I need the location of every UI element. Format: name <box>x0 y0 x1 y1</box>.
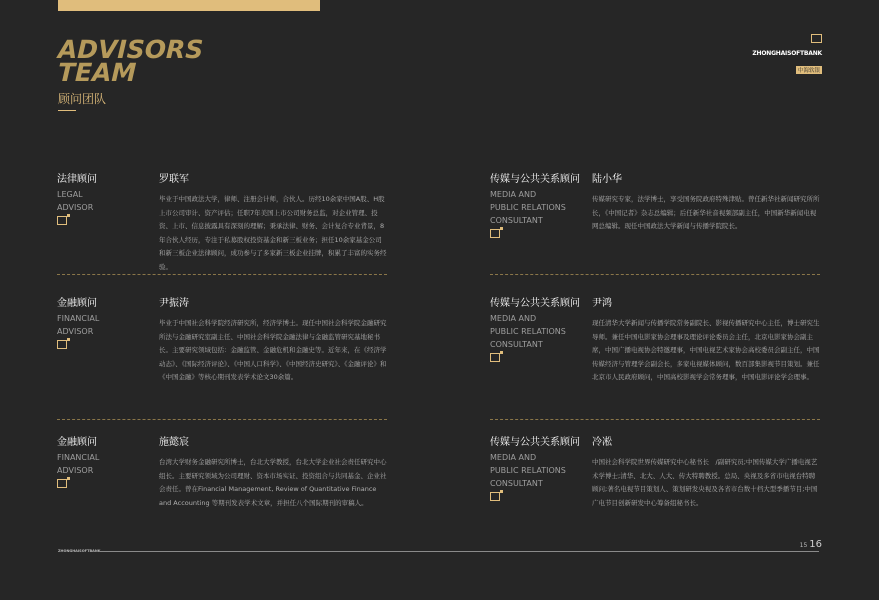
role-en-line: CONSULTANT <box>490 216 543 225</box>
title-line-1: ADVISORS <box>57 35 204 64</box>
advisor-name: 冷凇 <box>592 437 612 448</box>
role-cn: 金融顾问 <box>57 298 97 309</box>
advisor-name: 施懿宸 <box>159 437 189 448</box>
top-accent-bar <box>58 0 320 11</box>
role-en <box>57 188 147 214</box>
section-title <box>57 35 204 111</box>
advisor-bio: 台湾大学财务金融研究所博士，台北大学教授，台北大学企业社会责任研究中心组长。主要研究领域为公司理财、资本市场实证、投资组合与共同基金、企业社会责任。曾在Financial Management, Review of Quantitative Finance and Accounting 等期刊发表学术文章，并担任八个国际期刊的审稿人。 <box>159 458 387 507</box>
note-icon <box>490 353 500 362</box>
advisor-name: 罗联军 <box>159 174 189 185</box>
footer-rule <box>100 551 819 552</box>
role-cn: 金融顾问 <box>57 437 97 448</box>
page-number-main: 16 <box>809 539 822 550</box>
role-cn: 传媒与公共关系顾问 <box>490 174 580 185</box>
role-en <box>490 451 580 490</box>
role-en-line: PUBLIC RELATIONS <box>490 327 566 336</box>
divider <box>57 419 387 420</box>
role-en <box>57 312 147 338</box>
person <box>592 174 820 234</box>
role-en <box>490 188 580 227</box>
person <box>159 174 387 274</box>
advisor-bio: 现任清华大学新闻与传播学院常务副院长、影视传播研究中心主任，博士研究生导师。兼任中国电影家协会理事及理论评论委员会主任，北京电影家协会副主席，中国广播电视协会特邀理事，中国电视艺术家协会高校委员会副主任，中国传媒经济与管理学会副会长，多家电视媒体顾问，数百部集影视节目策划。兼任北京市人民政府顾问，中国高校影视学会常务理事，中国电影评论学会理事。 <box>592 319 820 381</box>
note-icon <box>490 492 500 501</box>
advisor-bio: 毕业于中国社会科学院经济研究所，经济学博士。现任中国社会科学院金融研究所法与金融研究室副主任、中国社会科学院金融法律与金融监管研究基地秘书长。主要研究领域包括：金融监管、金融危机和金融史等。近年来，在《经济学动态》、《国际经济评论》、《中国人口科学》、《中国经济史研究》、《金融评论》和《中国金融》等核心期刊发表学术论文30余篇。 <box>159 319 387 381</box>
note-icon <box>811 34 822 43</box>
brand-name: ZHONGHAISOFTBANK <box>752 50 822 57</box>
page-number <box>800 539 822 550</box>
note-icon <box>57 216 67 225</box>
role <box>490 298 580 362</box>
page-number-small: 15 <box>799 542 808 549</box>
role <box>57 437 147 488</box>
role-cn: 传媒与公共关系顾问 <box>490 437 580 448</box>
brand-sub: 中海软银 <box>797 68 820 74</box>
title-underline <box>58 110 76 111</box>
role-en-line: PUBLIC RELATIONS <box>490 203 566 212</box>
note-icon <box>490 229 500 238</box>
role <box>490 437 580 501</box>
person <box>592 298 820 385</box>
brand-logo <box>752 28 822 76</box>
role-en-line: MEDIA AND <box>490 453 537 462</box>
role <box>57 174 147 225</box>
role-en-line: ADVISOR <box>57 327 94 336</box>
role-en-line: FINANCIAL <box>57 453 100 462</box>
divider <box>490 419 820 420</box>
footer-brand: ZHONGHAISOFTBANK <box>58 549 101 553</box>
role-en <box>490 312 580 351</box>
title-line-2: TEAM <box>57 58 137 87</box>
title-cn: 顾问团队 <box>58 92 107 106</box>
person <box>159 437 387 510</box>
person <box>592 437 820 510</box>
role-en-line: LEGAL <box>57 190 83 199</box>
advisor-bio: 毕业于中国政法大学，律师、注册会计师，合伙人。历经10余家中国A股、H股上市公司审计、资产评估；任职7年美国上市公司财务总监，对企业管理、投资、上市、信息披露具有深刻的理解；秉承法律、财务、会计复合专业背景，8年合伙人经历，专注于私募股权投资基金和新三板业务；担任10余家基金公司和新三板企业法律顾问，成功参与了多家新三板企业挂牌，积累了丰富的实务经验。 <box>159 195 387 271</box>
role-en-line: ADVISOR <box>57 203 94 212</box>
role-en-line: MEDIA AND <box>490 190 537 199</box>
role-cn: 法律顾问 <box>57 174 97 185</box>
role-cn: 传媒与公共关系顾问 <box>490 298 580 309</box>
advisor-name: 尹鸿 <box>592 298 612 309</box>
advisor-bio: 中国社会科学院世界传媒研究中心秘书长 /副研究员;中国传媒大学广播电视艺术学博士;清华、北大、人大、传大特聘教授。总局、央视及多省市电视台特聘顾问;著名电视节目策划人、策划研发央视及各省市台数十档大型季播节目;中国广电节目创新研发中心筹备组秘书长。 <box>592 458 818 507</box>
role-en-line: CONSULTANT <box>490 479 543 488</box>
advisor-name: 尹振涛 <box>159 298 189 309</box>
role-en-line: PUBLIC RELATIONS <box>490 466 566 475</box>
role <box>57 298 147 349</box>
person <box>159 298 387 385</box>
divider <box>57 274 387 275</box>
note-icon <box>57 479 67 488</box>
role <box>490 174 580 238</box>
advisor-name: 陆小华 <box>592 174 622 185</box>
role-en-line: CONSULTANT <box>490 340 543 349</box>
advisor-bio: 传媒研究专家，法学博士，享受国务院政府特殊津贴。曾任新华社新闻研究所所长，《中国记者》杂志总编辑；后任新华社音视频部副主任，中国新华新闻电视网总编辑。现任中国政法大学新闻与传播学院院长。 <box>592 195 820 230</box>
role-en-line: MEDIA AND <box>490 314 537 323</box>
divider <box>490 274 820 275</box>
note-icon <box>57 340 67 349</box>
role-en-line: FINANCIAL <box>57 314 100 323</box>
role-en-line: ADVISOR <box>57 466 94 475</box>
role-en <box>57 451 147 477</box>
